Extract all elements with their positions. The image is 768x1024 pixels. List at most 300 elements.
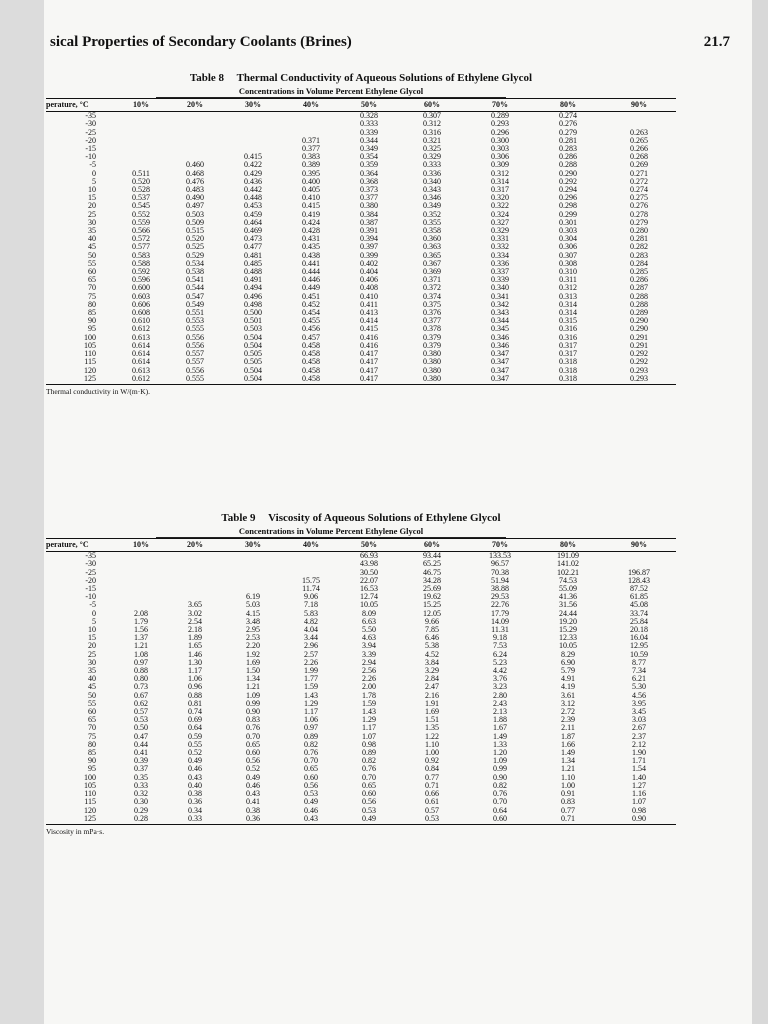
value-cell: 17.79: [491, 608, 509, 618]
value-cell: 0.422: [244, 160, 262, 170]
value-cell: 1.00: [425, 748, 439, 758]
table-8-header-row: [46, 99, 676, 112]
value-cell: 0.511: [132, 168, 150, 178]
value-cell: 1.37: [134, 633, 148, 643]
temperature-cell: 125: [46, 815, 116, 825]
value-cell: 0.503: [244, 324, 262, 334]
value-cell: 0.269: [630, 160, 648, 170]
value-cell: 0.301: [559, 217, 577, 227]
value-cell: 33.74: [630, 608, 648, 618]
value-cell: 0.43: [246, 789, 260, 799]
column-header: 70%: [466, 539, 534, 552]
value-cell: [166, 585, 224, 593]
value-cell: 0.289: [630, 308, 648, 318]
temperature-cell: 95: [88, 324, 96, 334]
temperature-cell: 70: [88, 283, 96, 293]
value-cell: 1.71: [632, 756, 646, 766]
value-cell: 0.555: [186, 324, 204, 334]
value-cell: 0.343: [423, 185, 441, 195]
value-cell: 0.311: [559, 275, 577, 285]
value-cell: 12.05: [423, 608, 441, 618]
value-cell: 0.288: [630, 299, 648, 309]
value-cell: 0.293: [491, 119, 509, 129]
value-cell: 1.78: [362, 690, 376, 700]
value-cell: 0.415: [244, 152, 262, 162]
value-cell: 0.74: [188, 707, 202, 717]
value-cell: 0.391: [360, 226, 378, 236]
temperature-cell: 100: [84, 772, 96, 782]
value-cell: 0.292: [630, 357, 648, 367]
value-cell: 0.70: [362, 772, 376, 782]
value-cell: 0.303: [559, 226, 577, 236]
value-cell: 0.98: [632, 805, 646, 815]
value-cell: 3.39: [362, 649, 376, 659]
value-cell: 0.315: [559, 316, 577, 326]
value-cell: 0.49: [188, 756, 202, 766]
temperature-cell: 35: [88, 666, 96, 676]
temperature-cell: -10: [85, 592, 96, 602]
temperature-cell: -35: [85, 551, 96, 561]
value-cell: [116, 577, 166, 585]
value-cell: 1.91: [425, 698, 439, 708]
value-cell: 6.21: [632, 674, 646, 684]
value-cell: 0.476: [186, 176, 204, 186]
value-cell: 1.49: [493, 731, 507, 741]
value-cell: [282, 552, 340, 561]
value-cell: [166, 552, 224, 561]
value-cell: 0.410: [302, 193, 320, 203]
value-cell: 0.349: [360, 144, 378, 154]
value-cell: 1.21: [561, 764, 575, 774]
temperature-cell: 40: [88, 234, 96, 244]
value-cell: 0.321: [423, 135, 441, 145]
value-cell: 0.329: [491, 226, 509, 236]
value-cell: 0.541: [186, 275, 204, 285]
temperature-cell: -20: [85, 135, 96, 145]
value-cell: 1.10: [425, 739, 439, 749]
value-cell: [166, 577, 224, 585]
value-cell: 0.274: [630, 185, 648, 195]
value-cell: 0.416: [360, 340, 378, 350]
value-cell: 0.266: [630, 144, 648, 154]
value-cell: 51.94: [491, 575, 509, 585]
value-cell: 41.36: [559, 592, 577, 602]
value-cell: 0.555: [166, 375, 224, 385]
value-cell: 2.96: [304, 641, 318, 651]
value-cell: 0.272: [630, 176, 648, 186]
value-cell: 0.384: [360, 209, 378, 219]
table-8-concentration-header: Concentrations in Volume Percent Ethylene Glycol: [156, 86, 506, 98]
value-cell: 0.66: [425, 789, 439, 799]
value-cell: 1.89: [188, 633, 202, 643]
value-cell: 0.481: [244, 250, 262, 260]
value-cell: 1.49: [561, 748, 575, 758]
value-cell: 0.400: [302, 176, 320, 186]
value-cell: 11.74: [302, 584, 320, 594]
value-cell: 5.03: [246, 600, 260, 610]
column-header: 20%: [166, 539, 224, 552]
value-cell: [282, 120, 340, 128]
value-cell: 2.16: [425, 690, 439, 700]
value-cell: 0.300: [491, 135, 509, 145]
value-cell: 0.549: [186, 299, 204, 309]
value-cell: 0.70: [493, 797, 507, 807]
value-cell: 1.56: [134, 625, 148, 635]
table-8-title: Thermal Conductivity of Aqueous Solutions of Ethylene Glycol: [236, 72, 533, 84]
value-cell: 0.293: [602, 375, 676, 385]
value-cell: 0.468: [186, 168, 204, 178]
value-cell: 4.91: [561, 674, 575, 684]
value-cell: 0.327: [491, 217, 509, 227]
value-cell: 2.11: [561, 723, 575, 733]
value-cell: 1.06: [304, 715, 318, 725]
value-cell: [116, 129, 166, 137]
temperature-cell: 105: [84, 340, 96, 350]
value-cell: 0.483: [186, 185, 204, 195]
value-cell: 0.290: [630, 324, 648, 334]
value-cell: 0.97: [304, 723, 318, 733]
value-cell: 22.07: [360, 575, 378, 585]
value-cell: 5.83: [304, 608, 318, 618]
value-cell: 0.65: [304, 764, 318, 774]
value-cell: 0.293: [630, 365, 648, 375]
value-cell: 0.44: [134, 739, 148, 749]
value-cell: 2.67: [632, 723, 646, 733]
value-cell: 0.49: [304, 797, 318, 807]
value-cell: 1.34: [246, 674, 260, 684]
value-cell: 0.333: [360, 119, 378, 129]
value-cell: 0.552: [132, 209, 150, 219]
value-cell: 0.280: [630, 226, 648, 236]
temperature-cell: -35: [85, 111, 96, 121]
value-cell: 0.283: [630, 250, 648, 260]
table-9-caption: [46, 512, 676, 524]
value-cell: 0.456: [302, 324, 320, 334]
value-cell: 0.275: [630, 193, 648, 203]
temperature-cell: -10: [85, 152, 96, 162]
value-cell: 0.317: [491, 185, 509, 195]
value-cell: 0.306: [559, 242, 577, 252]
value-cell: 0.329: [423, 152, 441, 162]
temperature-cell: 120: [84, 805, 96, 815]
temperature-cell: 65: [88, 275, 96, 285]
value-cell: 1.92: [246, 649, 260, 659]
value-cell: 0.414: [360, 316, 378, 326]
value-cell: 0.346: [491, 332, 509, 342]
value-cell: 5.50: [362, 625, 376, 635]
value-cell: 0.276: [559, 119, 577, 129]
value-cell: 3.94: [362, 641, 376, 651]
value-cell: [116, 112, 166, 121]
value-cell: 6.19: [246, 592, 260, 602]
value-cell: 0.90: [602, 815, 676, 825]
temperature-cell: 0: [92, 608, 96, 618]
value-cell: [224, 552, 282, 561]
column-header: 50%: [340, 99, 398, 112]
value-cell: 0.377: [302, 144, 320, 154]
column-header: 30%: [224, 99, 282, 112]
value-cell: 0.534: [186, 258, 204, 268]
value-cell: 3.65: [188, 600, 202, 610]
value-cell: 0.431: [302, 234, 320, 244]
value-cell: 4.15: [246, 608, 260, 618]
value-cell: 0.477: [244, 242, 262, 252]
value-cell: 0.373: [360, 185, 378, 195]
temperature-cell: 10: [88, 185, 96, 195]
value-cell: 0.553: [186, 316, 204, 326]
value-cell: 196.87: [628, 567, 650, 577]
value-cell: 0.98: [362, 739, 376, 749]
value-cell: 2.26: [362, 674, 376, 684]
value-cell: 0.274: [559, 111, 577, 121]
value-cell: 2.84: [425, 674, 439, 684]
value-cell: 61.85: [630, 592, 648, 602]
value-cell: 0.379: [423, 332, 441, 342]
value-cell: 0.500: [244, 308, 262, 318]
value-cell: 0.600: [132, 283, 150, 293]
value-cell: 0.435: [302, 242, 320, 252]
value-cell: 7.18: [304, 600, 318, 610]
temperature-cell: 90: [88, 756, 96, 766]
value-cell: 0.43: [282, 815, 340, 825]
value-cell: 0.380: [360, 201, 378, 211]
value-cell: 0.520: [186, 234, 204, 244]
value-cell: 0.310: [559, 267, 577, 277]
value-cell: 0.458: [282, 375, 340, 385]
value-cell: 0.378: [423, 324, 441, 334]
value-cell: 0.96: [188, 682, 202, 692]
value-cell: 0.294: [559, 185, 577, 195]
value-cell: 0.76: [362, 764, 376, 774]
value-cell: 0.53: [362, 805, 376, 815]
value-cell: 0.340: [423, 176, 441, 186]
temperature-cell: -20: [85, 575, 96, 585]
value-cell: 0.313: [559, 291, 577, 301]
value-cell: 0.70: [246, 731, 260, 741]
value-cell: 0.89: [362, 748, 376, 758]
value-cell: 0.64: [493, 805, 507, 815]
value-cell: 2.39: [561, 715, 575, 725]
value-cell: 1.67: [493, 723, 507, 733]
value-cell: [224, 112, 282, 121]
value-cell: 0.286: [630, 275, 648, 285]
value-cell: 16.53: [360, 584, 378, 594]
value-cell: 2.54: [188, 616, 202, 626]
value-cell: 0.279: [559, 127, 577, 137]
value-cell: 2.13: [493, 707, 507, 717]
value-cell: 0.557: [186, 357, 204, 367]
value-cell: 0.417: [360, 365, 378, 375]
value-cell: 0.566: [132, 226, 150, 236]
value-cell: 0.572: [132, 234, 150, 244]
value-cell: 0.67: [134, 690, 148, 700]
value-cell: 0.496: [244, 291, 262, 301]
value-cell: 0.452: [302, 299, 320, 309]
value-cell: 24.44: [559, 608, 577, 618]
value-cell: 0.55: [188, 739, 202, 749]
value-cell: 0.383: [302, 152, 320, 162]
value-cell: 0.281: [559, 135, 577, 145]
value-cell: 0.503: [186, 209, 204, 219]
value-cell: 0.397: [360, 242, 378, 252]
table-9-title: Viscosity of Aqueous Solutions of Ethylene Glycol: [268, 512, 501, 524]
column-header: 20%: [166, 99, 224, 112]
value-cell: 0.402: [360, 258, 378, 268]
value-cell: 0.410: [360, 291, 378, 301]
value-cell: 0.263: [630, 127, 648, 137]
value-cell: 2.72: [561, 707, 575, 717]
value-cell: 2.20: [246, 641, 260, 651]
value-cell: 0.281: [630, 234, 648, 244]
value-cell: 0.415: [302, 201, 320, 211]
table-8-footnote: Thermal conductivity in W/(m·K).: [46, 386, 151, 396]
value-cell: 93.44: [423, 551, 441, 561]
temperature-cell: 110: [84, 349, 96, 359]
value-cell: 0.317: [559, 349, 577, 359]
value-cell: 0.603: [132, 291, 150, 301]
value-cell: 0.448: [244, 193, 262, 203]
value-cell: 0.377: [423, 316, 441, 326]
value-cell: 1.29: [304, 698, 318, 708]
value-cell: 0.341: [491, 291, 509, 301]
value-cell: 0.612: [116, 375, 166, 385]
value-cell: 0.525: [186, 242, 204, 252]
value-cell: 0.56: [362, 797, 376, 807]
temperature-cell: 95: [88, 764, 96, 774]
temperature-cell: 25: [88, 649, 96, 659]
value-cell: 0.488: [244, 267, 262, 277]
value-cell: 0.336: [423, 168, 441, 178]
temperature-cell: 30: [88, 657, 96, 667]
value-cell: 0.76: [304, 748, 318, 758]
temperature-cell: 80: [88, 739, 96, 749]
value-cell: 55.09: [559, 584, 577, 594]
value-cell: 0.53: [304, 789, 318, 799]
value-cell: 0.77: [561, 805, 575, 815]
value-cell: [602, 552, 676, 561]
value-cell: 0.375: [423, 299, 441, 309]
value-cell: 0.286: [559, 152, 577, 162]
value-cell: 1.10: [561, 772, 575, 782]
value-cell: 1.65: [188, 641, 202, 651]
value-cell: 1.77: [304, 674, 318, 684]
value-cell: 8.09: [362, 608, 376, 618]
value-cell: 0.501: [244, 316, 262, 326]
value-cell: 96.57: [491, 559, 509, 569]
value-cell: 3.12: [561, 698, 575, 708]
value-cell: 0.90: [493, 772, 507, 782]
value-cell: 0.65: [246, 739, 260, 749]
value-cell: 0.312: [423, 119, 441, 129]
column-header: 70%: [466, 99, 534, 112]
value-cell: 0.415: [360, 324, 378, 334]
value-cell: 0.336: [491, 258, 509, 268]
value-cell: 0.62: [134, 698, 148, 708]
value-cell: 0.347: [491, 357, 509, 367]
value-cell: 9.66: [425, 616, 439, 626]
value-cell: 4.52: [425, 649, 439, 659]
value-cell: 66.93: [360, 551, 378, 561]
temperature-cell: 65: [88, 715, 96, 725]
value-cell: [166, 137, 224, 145]
temperature-cell: 115: [84, 797, 96, 807]
value-cell: 0.76: [493, 789, 507, 799]
value-cell: 0.360: [423, 234, 441, 244]
value-cell: 0.318: [559, 357, 577, 367]
page-number: 21.7: [703, 34, 730, 50]
value-cell: 1.99: [304, 666, 318, 676]
value-cell: 0.71: [425, 780, 439, 790]
temperature-cell: 5: [92, 176, 96, 186]
value-cell: 0.88: [134, 666, 148, 676]
value-cell: 0.363: [423, 242, 441, 252]
value-cell: 0.50: [134, 723, 148, 733]
value-cell: 128.43: [628, 575, 650, 585]
value-cell: 0.369: [423, 267, 441, 277]
table-9-label: Table 9: [221, 512, 256, 524]
value-cell: [116, 137, 166, 145]
value-cell: 0.316: [559, 332, 577, 342]
value-cell: 0.33: [134, 780, 148, 790]
value-cell: 12.74: [360, 592, 378, 602]
value-cell: 1.59: [304, 682, 318, 692]
value-cell: 0.77: [425, 772, 439, 782]
temperature-cell: 70: [88, 723, 96, 733]
value-cell: [224, 577, 282, 585]
value-cell: 0.328: [360, 111, 378, 121]
value-cell: 0.309: [491, 160, 509, 170]
value-cell: 1.90: [632, 748, 646, 758]
value-cell: 0.347: [491, 349, 509, 359]
value-cell: 1.17: [304, 707, 318, 717]
temperature-cell: 75: [88, 731, 96, 741]
value-cell: 1.46: [188, 649, 202, 659]
value-cell: 0.53: [398, 815, 466, 825]
viscosity-table: [46, 538, 676, 825]
value-cell: 0.83: [246, 715, 260, 725]
value-cell: 45.08: [630, 600, 648, 610]
value-cell: 0.365: [423, 250, 441, 260]
page-title: sical Properties of Secondary Coolants (Brines): [50, 34, 352, 50]
value-cell: [224, 129, 282, 137]
value-cell: 0.35: [134, 772, 148, 782]
value-cell: 0.614: [132, 357, 150, 367]
temperature-cell: 30: [88, 217, 96, 227]
value-cell: 0.296: [559, 193, 577, 203]
temperature-cell: 15: [88, 193, 96, 203]
value-cell: 0.32: [134, 789, 148, 799]
value-cell: 0.314: [559, 308, 577, 318]
value-cell: 0.316: [559, 324, 577, 334]
value-cell: 0.91: [561, 789, 575, 799]
value-cell: 0.497: [186, 201, 204, 211]
value-cell: [116, 145, 166, 153]
value-cell: 0.317: [559, 340, 577, 350]
column-header: 60%: [398, 539, 466, 552]
value-cell: 2.26: [304, 657, 318, 667]
value-cell: 25.84: [630, 616, 648, 626]
temperature-cell: 120: [84, 365, 96, 375]
value-cell: 0.288: [630, 291, 648, 301]
value-cell: 0.291: [630, 340, 648, 350]
column-header: 90%: [602, 99, 676, 112]
value-cell: 10.05: [559, 641, 577, 651]
value-cell: 0.99: [246, 698, 260, 708]
value-cell: 0.557: [186, 349, 204, 359]
value-cell: 0.395: [302, 168, 320, 178]
value-cell: 0.614: [132, 349, 150, 359]
value-cell: 0.64: [188, 723, 202, 733]
